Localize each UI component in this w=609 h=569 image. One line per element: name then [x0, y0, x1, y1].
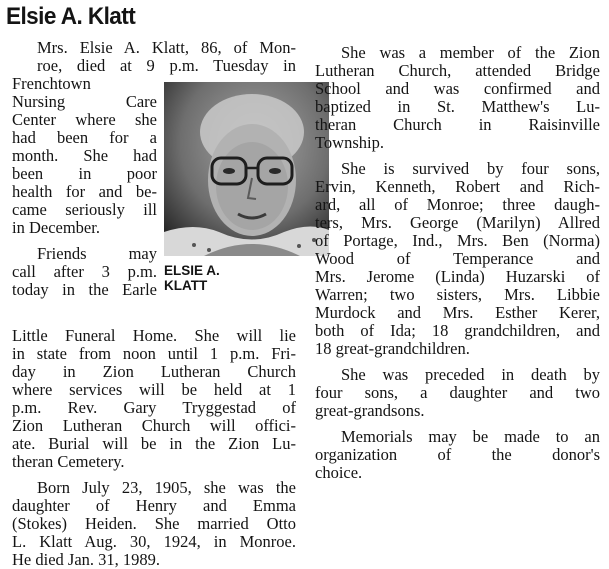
text-line: Mrs. Jerome (Linda) Huzarski of — [315, 267, 600, 286]
text-line: (Stokes) Heiden. She married Otto — [12, 514, 296, 533]
text-line: organization of the donor's — [315, 445, 600, 464]
text-line: School and was confirmed and — [315, 79, 600, 98]
portrait-photo — [164, 82, 329, 256]
text-line: Nursing Care — [12, 92, 157, 111]
text-line: Center where she — [12, 110, 157, 129]
text-line: day in Zion Lutheran Church — [12, 362, 296, 381]
text-line: month. She had — [12, 146, 157, 165]
text-line: Zion Lutheran Church will offici- — [12, 416, 296, 435]
text-line: Murdock and Mrs. Esther Kerer, — [315, 303, 600, 322]
photo-caption-line: KLATT — [164, 278, 208, 293]
right-column — [315, 44, 600, 482]
text-line: four sons, a daughter and two — [315, 383, 600, 402]
text-line: theran Church in Raisinville — [315, 115, 600, 134]
text-line: Frenchtown — [12, 74, 91, 93]
text-line: Friends may — [37, 244, 157, 263]
text-line: She is survived by four sons, — [341, 159, 600, 178]
text-line: Warren; two sisters, Mrs. Libbie — [315, 285, 600, 304]
text-line: in state from noon until 1 p.m. Fri- — [12, 344, 296, 363]
text-line: where services will be held at 1 — [12, 380, 296, 399]
text-line: ate. Burial will be in the Zion Lu- — [12, 434, 296, 453]
text-line: great-grandsons. — [315, 401, 425, 420]
text-line: ard, all of Monroe; three daugh- — [315, 195, 600, 214]
text-line: today in the Earle — [12, 280, 157, 299]
text-line: had been for a — [12, 128, 157, 147]
text-line: of Portage, Ind., Mrs. Ben (Norma) — [315, 231, 600, 250]
text-line: Lutheran Church, attended Bridge — [315, 61, 600, 80]
text-line: Township. — [315, 133, 384, 152]
text-line: choice. — [315, 463, 363, 482]
text-line: Mrs. Elsie A. Klatt, 86, of Mon- — [37, 38, 296, 57]
text-line: She was a member of the Zion — [341, 43, 600, 62]
text-line: p.m. Rev. Gary Tryggestad of — [12, 398, 296, 417]
text-line: baptized in St. Matthew's Lu- — [315, 97, 600, 116]
text-line: daughter of Henry and Emma — [12, 496, 296, 515]
text-line: been in poor — [12, 164, 157, 183]
text-line: Wood of Temperance and — [315, 249, 600, 268]
text-line: theran Cemetery. — [12, 452, 125, 471]
photo-caption-line: ELSIE A. — [164, 263, 220, 278]
text-line: in December. — [12, 218, 100, 237]
text-line: He died Jan. 31, 1989. — [12, 550, 161, 569]
text-line: ters, Mrs. George (Marilyn) Allred — [315, 213, 600, 232]
text-line: roe, died at 9 p.m. Tuesday in — [37, 56, 296, 75]
text-line: both of Ida; 18 grandchildren, and — [315, 321, 600, 340]
text-line: came seriously ill — [12, 200, 157, 219]
text-line: 18 great-grandchildren. — [315, 339, 470, 358]
text-line: Little Funeral Home. She will lie — [12, 326, 296, 345]
text-line: She was preceded in death by — [341, 365, 600, 384]
photo-caption — [164, 263, 220, 293]
obituary-headline: Elsie A. Klatt — [6, 3, 136, 30]
text-line: call after 3 p.m. — [12, 262, 157, 281]
text-line: Ervin, Kenneth, Robert and Rich- — [315, 177, 600, 196]
left-column — [37, 39, 296, 75]
text-line: L. Klatt Aug. 30, 1924, in Monroe. — [12, 532, 296, 551]
left-column-full — [12, 327, 296, 569]
text-line: health for and be- — [12, 182, 157, 201]
left-column-wrap — [12, 75, 157, 299]
text-line: Born July 23, 1905, she was the — [37, 478, 296, 497]
portrait-illustration — [164, 82, 329, 256]
text-line: Memorials may be made to an — [341, 427, 600, 446]
